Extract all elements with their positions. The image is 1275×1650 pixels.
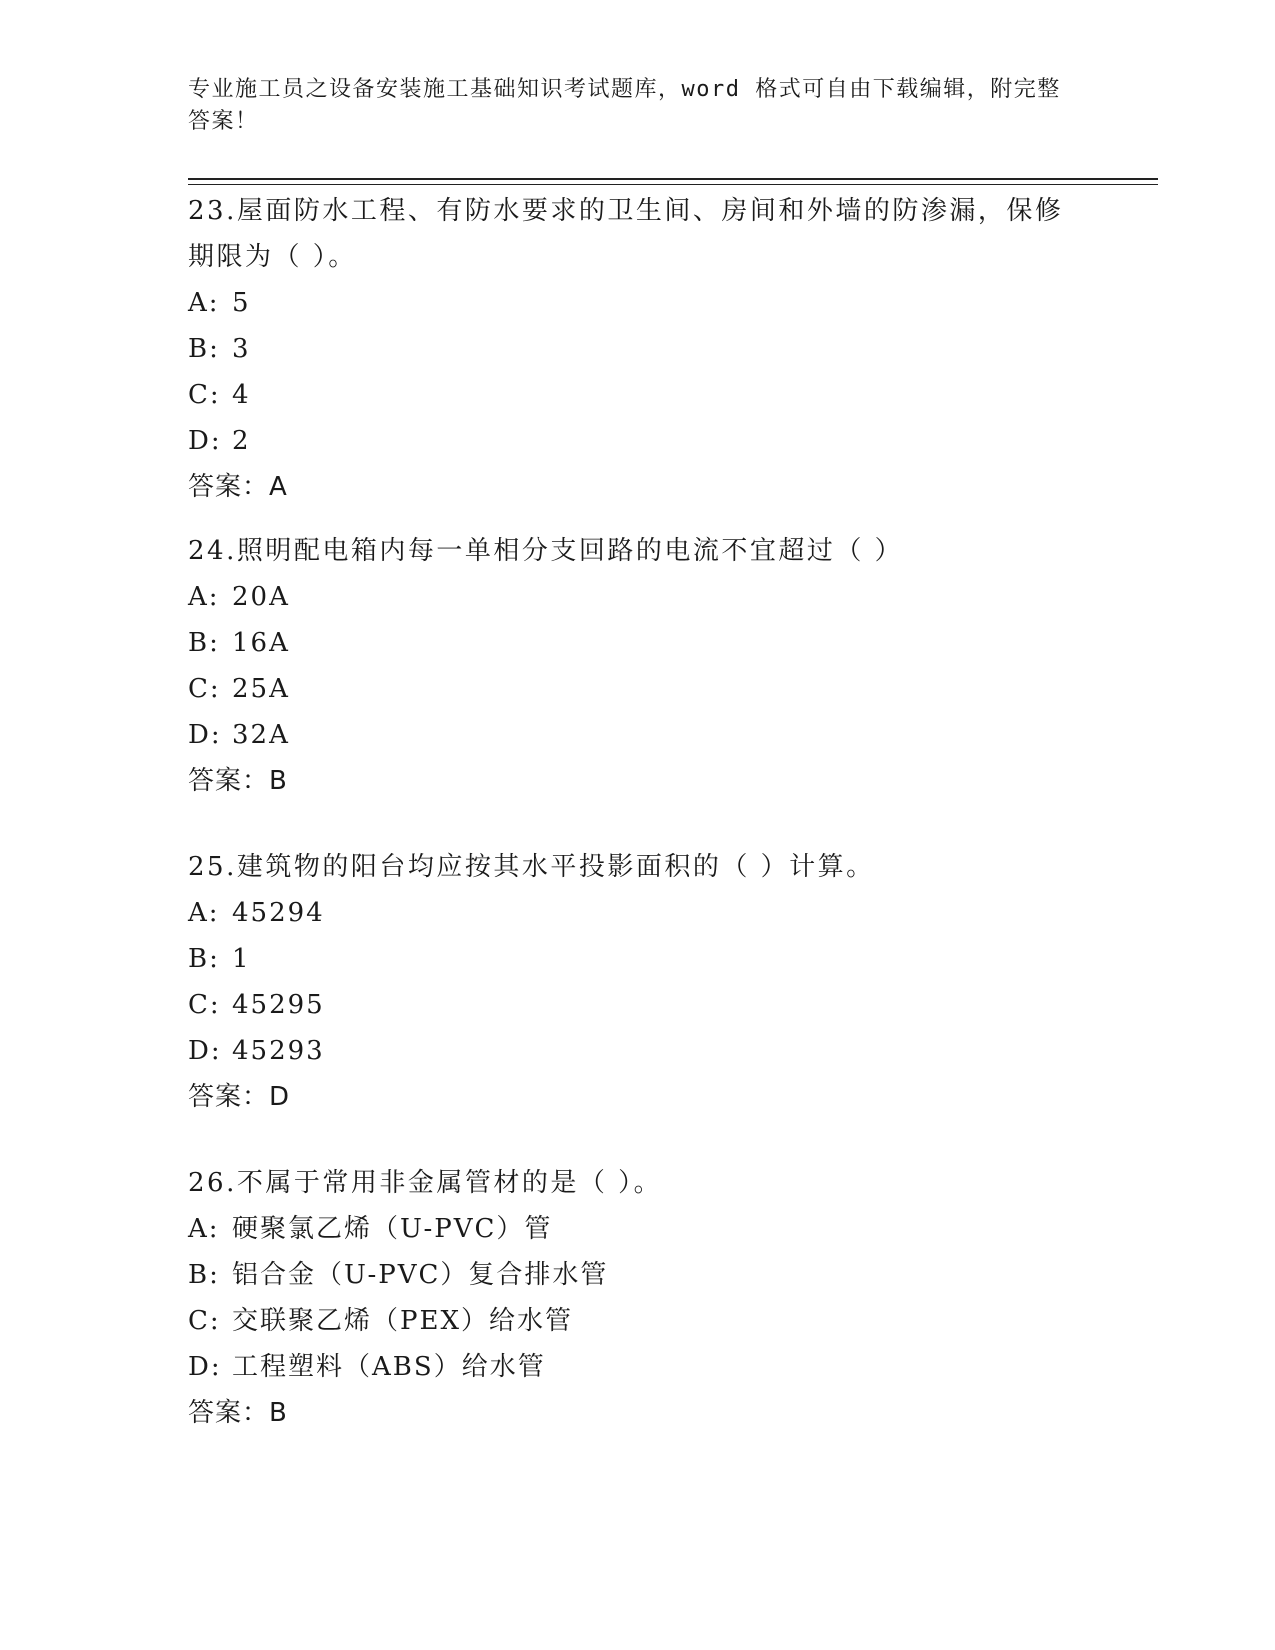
- option-label: D:: [188, 720, 222, 750]
- question-26: [188, 1160, 1088, 1436]
- question-stem: 不属于常用非金属管材的是（ ）。: [236, 1168, 663, 1198]
- option-value: 25A: [232, 674, 290, 704]
- answer-line: [188, 464, 1088, 510]
- option-label: A:: [188, 898, 220, 928]
- option-value: 硬聚氯乙烯（U-PVC）管: [232, 1214, 553, 1244]
- option-label: D:: [188, 1352, 222, 1382]
- answer-label: 答案：: [188, 766, 270, 796]
- option-label: A:: [188, 288, 220, 318]
- option-c: [188, 1298, 1088, 1344]
- question-24: [188, 528, 1088, 804]
- option-value: 工程塑料（ABS）给水管: [232, 1352, 546, 1382]
- option-value: 32A: [232, 720, 290, 750]
- option-value: 45294: [232, 898, 325, 928]
- option-label: B:: [188, 628, 220, 658]
- question-25: [188, 844, 1088, 1120]
- question-stem: 建筑物的阳台均应按其水平投影面积的（ ）计算。: [236, 852, 875, 882]
- option-value: 45295: [232, 990, 325, 1020]
- option-label: C:: [188, 380, 221, 410]
- header-divider-thin: [188, 184, 1158, 185]
- option-d: [188, 1344, 1088, 1390]
- option-label: B:: [188, 944, 220, 974]
- option-value: 4: [232, 380, 251, 410]
- option-value: 5: [232, 288, 251, 318]
- answer-value: D: [269, 1082, 291, 1112]
- question-number: 23.: [188, 196, 237, 226]
- option-b: [188, 936, 1088, 982]
- answer-label: 答案：: [188, 472, 270, 502]
- header-divider-thick: [188, 178, 1158, 180]
- option-label: C:: [188, 990, 221, 1020]
- question-text: [188, 528, 1088, 574]
- option-d: [188, 1028, 1088, 1074]
- option-value: 20A: [232, 582, 290, 612]
- option-value: 16A: [232, 628, 290, 658]
- answer-value: B: [269, 1398, 288, 1428]
- option-value: 3: [232, 334, 251, 364]
- option-value: 1: [232, 944, 251, 974]
- option-b: [188, 620, 1088, 666]
- option-label: D:: [188, 1036, 222, 1066]
- question-text: [188, 1160, 1088, 1206]
- option-c: [188, 982, 1088, 1028]
- option-b: [188, 1252, 1088, 1298]
- option-b: [188, 326, 1088, 372]
- answer-value: A: [269, 472, 288, 502]
- option-a: [188, 280, 1088, 326]
- option-c: [188, 372, 1088, 418]
- option-label: B:: [188, 1260, 220, 1290]
- option-c: [188, 666, 1088, 712]
- question-number: 25.: [188, 852, 237, 882]
- answer-line: [188, 1074, 1088, 1120]
- answer-label: 答案：: [188, 1082, 270, 1112]
- option-label: B:: [188, 334, 220, 364]
- question-number: 24.: [188, 536, 237, 566]
- question-23: [188, 188, 1088, 510]
- question-text: [188, 844, 1088, 890]
- option-a: [188, 890, 1088, 936]
- option-label: C:: [188, 674, 221, 704]
- document-header: 专业施工员之设备安装施工基础知识考试题库，word 格式可自由下载编辑，附完整答案！: [188, 77, 1061, 134]
- option-a: [188, 574, 1088, 620]
- option-label: A:: [188, 1214, 220, 1244]
- option-a: [188, 1206, 1088, 1252]
- option-label: D:: [188, 426, 222, 456]
- option-value: 铝合金（U-PVC）复合排水管: [232, 1260, 609, 1290]
- option-value: 2: [232, 426, 251, 456]
- option-d: [188, 712, 1088, 758]
- option-value: 45293: [232, 1036, 325, 1066]
- option-d: [188, 418, 1088, 464]
- answer-value: B: [269, 766, 288, 796]
- answer-line: [188, 758, 1088, 804]
- question-stem: 照明配电箱内每一单相分支回路的电流不宜超过（ ）: [236, 536, 904, 566]
- question-text: [188, 188, 1088, 280]
- option-value: 交联聚乙烯（PEX）给水管: [232, 1306, 573, 1336]
- option-label: A:: [188, 582, 220, 612]
- answer-line: [188, 1390, 1088, 1436]
- question-stem: 屋面防水工程、有防水要求的卫生间、房间和外墙的防渗漏，保修期限为（ ）。: [188, 196, 1064, 272]
- question-number: 26.: [188, 1168, 237, 1198]
- answer-label: 答案：: [188, 1398, 270, 1428]
- option-label: C:: [188, 1306, 221, 1336]
